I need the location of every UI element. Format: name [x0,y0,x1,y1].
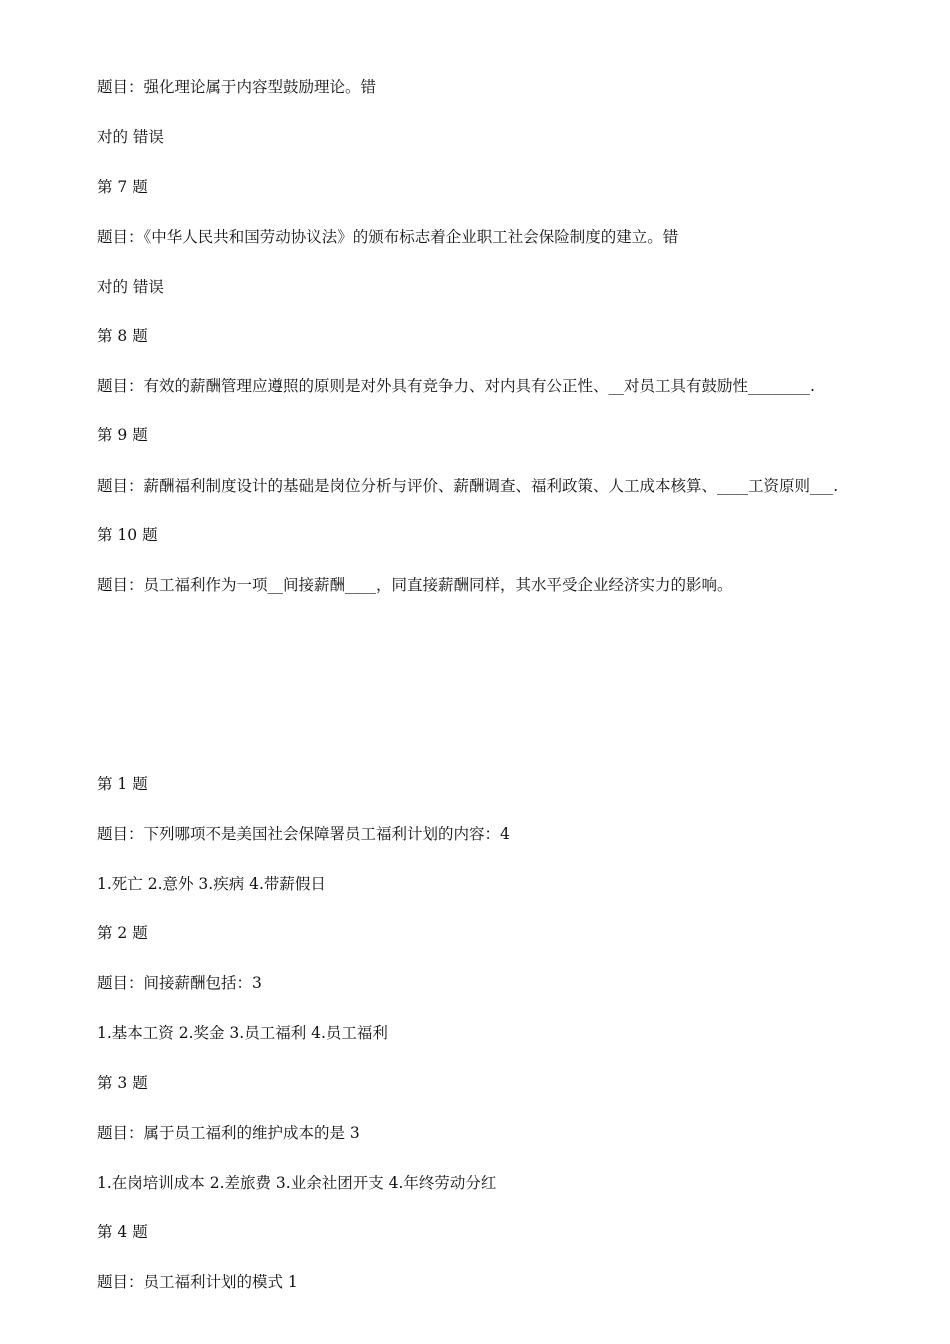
question-7-heading: 第 7 题 [97,178,148,196]
mc-question-3-heading: 第 3 题 [97,1074,148,1092]
question-10-heading: 第 10 题 [97,526,158,544]
question-8-text: 题目：有效的薪酬管理应遵照的原则是对外具有竞争力、对内具有公正性、__对员工具有鼓励性________. [97,377,815,395]
mc-question-1-text: 题目：下列哪项不是美国社会保障署员工福利计划的内容：4 [97,825,510,843]
mc-question-4-text: 题目：员工福利计划的模式 1 [97,1273,298,1291]
mc-question-3-text: 题目：属于员工福利的维护成本的是 3 [97,1124,360,1142]
mc-question-2-options: 1.基本工资 2.奖金 3.员工福利 4.员工福利 [97,1024,388,1042]
question-6-text: 题目：强化理论属于内容型鼓励理论。错 [97,78,377,96]
question-7-options: 对的 错误 [97,278,164,296]
mc-question-4-heading: 第 4 题 [97,1223,148,1241]
mc-question-2-heading: 第 2 题 [97,924,148,942]
question-10-text: 题目：员工福利作为一项__间接薪酬____，同直接薪酬同样，其水平受企业经济实力的影响。 [97,576,733,594]
question-6-options: 对的 错误 [97,128,164,146]
question-8-heading: 第 8 题 [97,327,148,345]
question-7-text: 题目：《中华人民共和国劳动协议法》的颁布标志着企业职工社会保险制度的建立。错 [97,228,679,246]
question-9-heading: 第 9 题 [97,426,148,444]
mc-question-3-options: 1.在岗培训成本 2.差旅费 3.业余社团开支 4.年终劳动分红 [97,1174,497,1192]
mc-question-2-text: 题目：间接薪酬包括：3 [97,974,262,992]
mc-question-1-options: 1.死亡 2.意外 3.疾病 4.带薪假日 [97,875,326,893]
mc-question-1-heading: 第 1 题 [97,775,148,793]
question-9-text: 题目：薪酬福利制度设计的基础是岗位分析与评价、薪酬调查、福利政策、人工成本核算、____工资原则___. [97,477,839,495]
